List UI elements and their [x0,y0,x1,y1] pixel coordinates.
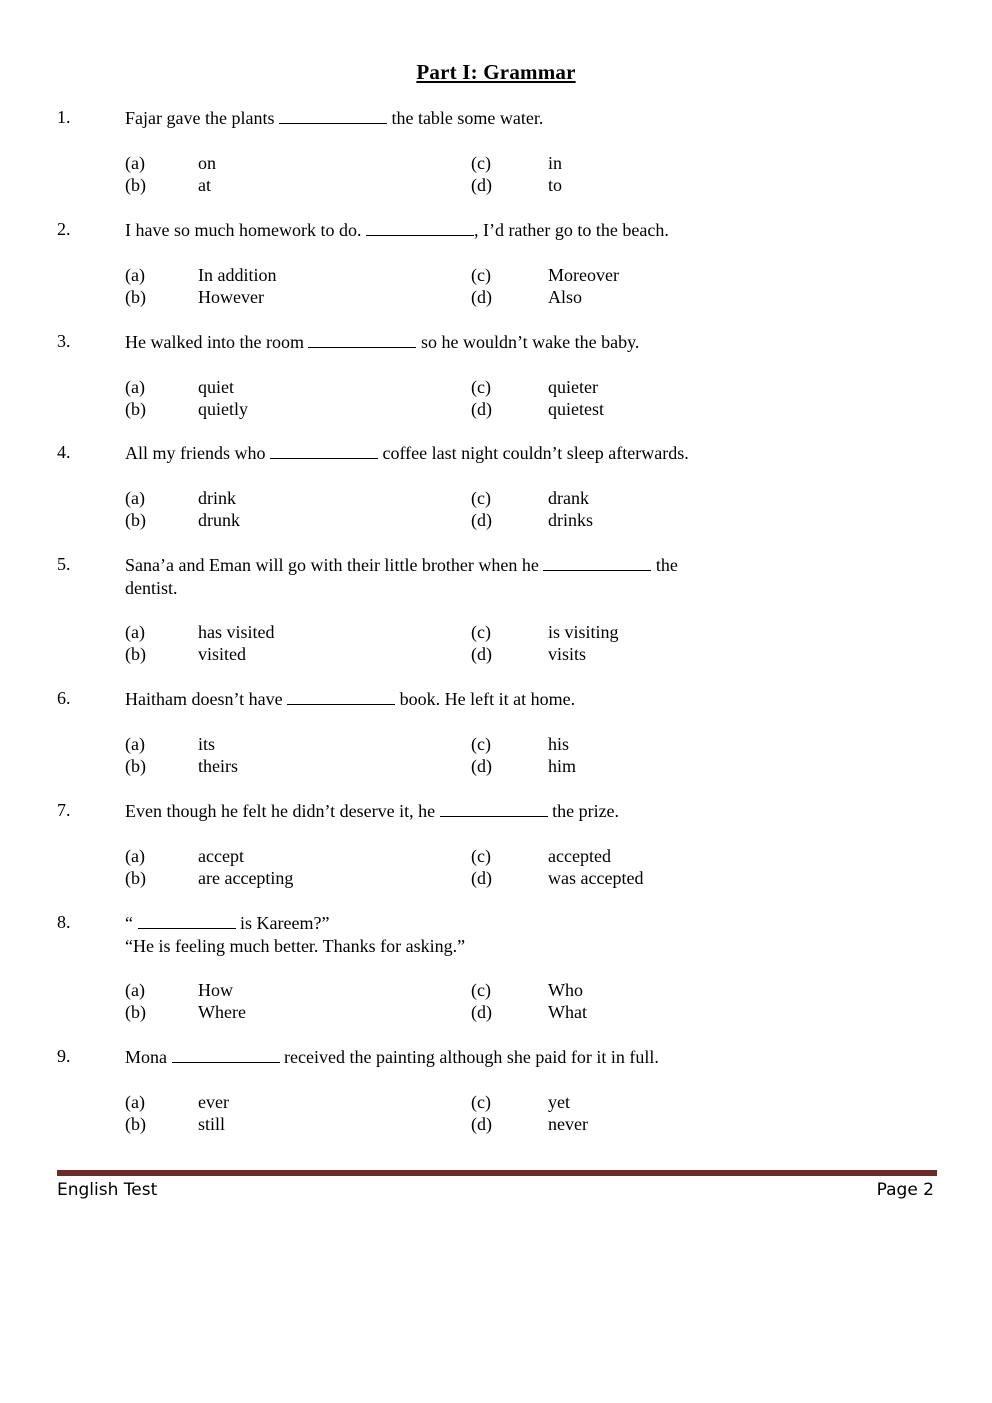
option-text-b: drunk [198,510,240,530]
option-text-d: What [548,1002,587,1022]
option-label-c: (c) [471,980,491,1000]
option-text-d: quietest [548,399,604,419]
option-text-d: never [548,1114,588,1134]
stem-text-before: Mona [125,1047,172,1067]
option-text-d: drinks [548,510,593,530]
question-number: 6. [57,688,71,708]
option-text-d: to [548,175,563,195]
stem-text-after: the table some water. [386,108,544,128]
option-text-c: accepted [548,846,611,866]
question-number: 5. [57,554,71,574]
option-label-c: (c) [471,488,491,508]
stem-text-after: received the painting although she paid for it in full. [279,1047,659,1067]
question-line [125,331,639,354]
question-number: 8. [57,912,71,932]
answer-blank [138,913,236,929]
question-stem [125,912,465,958]
answer-blank [172,1047,280,1063]
stem-text-after: book. He left it at home. [395,689,576,709]
question-stem [125,331,639,354]
question-stem [125,800,619,823]
question-stem [125,442,689,465]
question-stem [125,219,669,242]
option-label-b: (b) [125,399,146,419]
option-text-d: was accepted [548,868,644,888]
option-text-b: theirs [198,756,238,776]
stem-text-before: “ [125,913,138,933]
question-line [125,554,678,577]
option-text-c: yet [548,1092,570,1112]
answer-blank [270,443,378,459]
option-text-c: quieter [548,377,598,397]
option-text-b: are accepting [198,868,294,888]
question-line [125,219,669,242]
option-label-a: (a) [125,377,145,397]
option-text-c: Who [548,980,583,1000]
stem-text-after: is Kareem?” [235,913,330,933]
option-text-a: quiet [198,377,234,397]
option-text-a: its [198,734,216,754]
option-text-d: Also [548,287,583,307]
question-stem [125,107,543,130]
option-label-c: (c) [471,734,491,754]
answer-blank [308,332,416,348]
question-number: 7. [57,800,71,820]
option-text-c: in [548,153,563,173]
option-text-b: quietly [198,399,248,419]
question-line [125,688,575,711]
question-stem [125,688,575,711]
stem-text-after: , I’d rather go to the beach. [473,220,669,240]
option-label-d: (d) [471,399,492,419]
option-text-b: Where [198,1002,246,1022]
option-text-b: at [198,175,211,195]
option-label-d: (d) [471,510,492,530]
option-label-d: (d) [471,1002,492,1022]
option-text-a: How [198,980,233,1000]
option-text-a: ever [198,1092,229,1112]
option-text-c: is visiting [548,622,619,642]
option-label-a: (a) [125,734,145,754]
stem-text-before: He walked into the room [125,332,309,352]
option-label-d: (d) [471,756,492,776]
option-label-a: (a) [125,846,145,866]
option-label-b: (b) [125,510,146,530]
option-label-a: (a) [125,1092,145,1112]
answer-blank [440,801,548,817]
option-text-d: visits [548,644,587,664]
option-text-c: Moreover [548,265,619,285]
stem-text-before: Sana’a and Eman will go with their little brother when he [125,555,544,575]
option-label-b: (b) [125,756,146,776]
question-line-2: “He is feeling much better. Thanks for asking.” [125,936,466,956]
option-label-d: (d) [471,644,492,664]
option-label-c: (c) [471,846,491,866]
option-text-a: In addition [198,265,277,285]
page-title: Part I: Grammar [416,60,576,84]
option-text-a: drink [198,488,236,508]
footer-page-number: Page 2 [876,1180,934,1200]
option-label-a: (a) [125,980,145,1000]
question-stem [125,1046,659,1069]
footer-left: English Test [57,1180,158,1200]
option-text-a: has visited [198,622,275,642]
question-line [125,912,465,935]
option-label-c: (c) [471,265,491,285]
question-line [125,442,689,465]
option-text-a: on [198,153,216,173]
option-label-b: (b) [125,287,146,307]
stem-text-before: All my friends who [125,443,270,463]
question-line [125,800,619,823]
stem-text-after: coffee last night couldn’t sleep afterwards. [377,443,689,463]
answer-blank [543,555,651,571]
question-stem [125,554,678,600]
option-text-b: still [198,1114,226,1134]
stem-text-after: the [651,555,678,575]
option-label-c: (c) [471,622,491,642]
option-label-a: (a) [125,265,145,285]
option-label-d: (d) [471,1114,492,1134]
question-number: 1. [57,107,71,127]
option-label-d: (d) [471,287,492,307]
stem-text-before: I have so much homework to do. [125,220,366,240]
question-number: 2. [57,219,71,239]
option-text-b: visited [198,644,246,664]
option-label-a: (a) [125,153,145,173]
stem-text-after: the prize. [547,801,620,821]
question-line-2: dentist. [125,578,178,598]
option-text-c: drank [548,488,589,508]
option-label-a: (a) [125,488,145,508]
option-label-c: (c) [471,1092,491,1112]
option-label-b: (b) [125,1114,146,1134]
answer-blank [366,220,474,236]
answer-blank [287,689,395,705]
stem-text-before: Fajar gave the plants [125,108,279,128]
footer-divider [57,1170,937,1176]
option-label-c: (c) [471,377,491,397]
stem-text-before: Haitham doesn’t have [125,689,288,709]
option-text-a: accept [198,846,244,866]
option-text-c: his [548,734,570,754]
question-number: 4. [57,442,71,462]
question-line [125,107,543,130]
option-label-c: (c) [471,153,491,173]
question-number: 9. [57,1046,71,1066]
stem-text-before: Even though he felt he didn’t deserve it, he [125,801,440,821]
stem-text-after: so he wouldn’t wake the baby. [416,332,640,352]
option-label-d: (d) [471,175,492,195]
option-label-b: (b) [125,1002,146,1022]
option-label-d: (d) [471,868,492,888]
option-label-b: (b) [125,644,146,664]
option-text-b: However [198,287,264,307]
question-line [125,1046,659,1069]
question-number: 3. [57,331,71,351]
answer-blank [279,108,387,124]
option-label-a: (a) [125,622,145,642]
option-label-b: (b) [125,868,146,888]
option-label-b: (b) [125,175,146,195]
option-text-d: him [548,756,577,776]
